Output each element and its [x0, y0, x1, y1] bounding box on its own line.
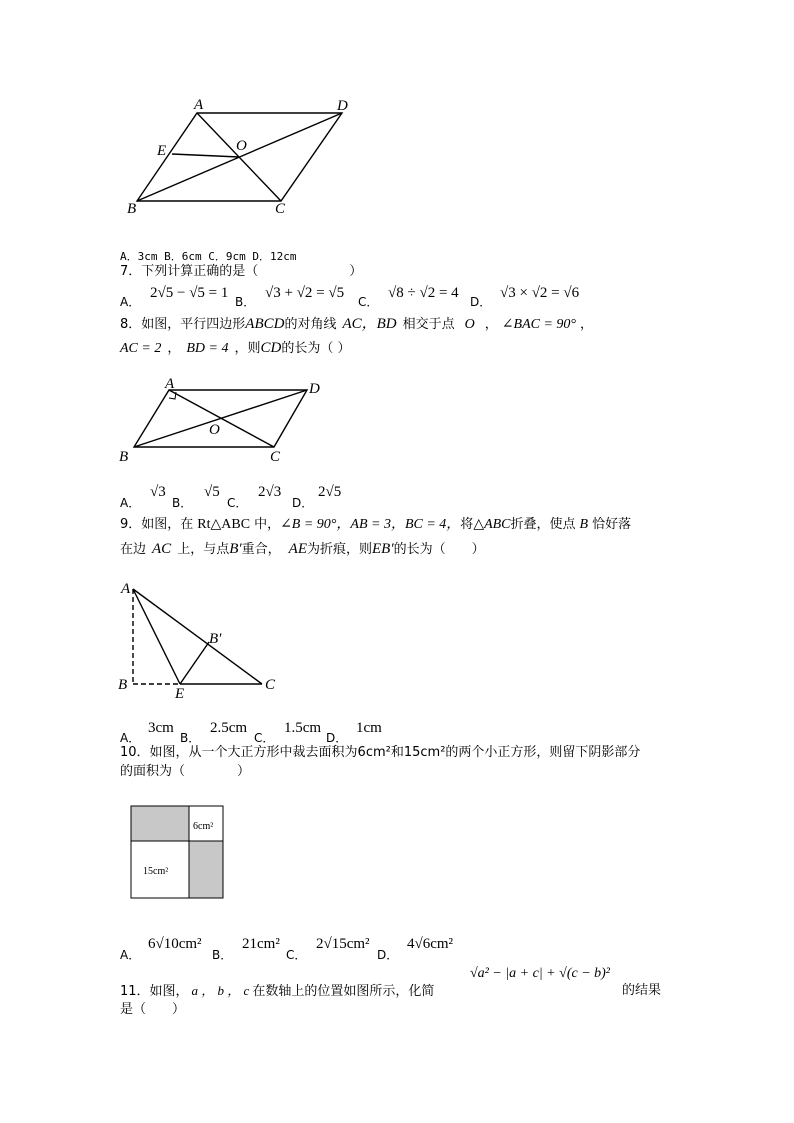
q7-opt-a-expr: 2√5 − √5 = 1 — [150, 285, 229, 301]
q9-opt-b-expr: 2.5cm — [210, 720, 248, 736]
label-B: B — [127, 201, 137, 217]
q8-math-bd4: BD = 4 — [186, 341, 229, 356]
q7-stem: 7．下列计算正确的是（ ） — [120, 264, 363, 279]
label-6cm2: 6cm² — [193, 821, 214, 832]
q11-text-b: 在数轴上的位置如图所示，化简 — [252, 984, 435, 999]
q10-opt-c-letter: C． — [286, 948, 307, 962]
q11-math-vars: a ， b ， c — [191, 983, 250, 998]
q8-math-angle: ∠BAC = 90° — [501, 317, 577, 332]
q8-line1 — [120, 316, 680, 336]
q9-text-a: 9．如图，在 — [120, 517, 194, 532]
q7-opt-d-letter: D． — [470, 295, 492, 309]
q9-text-d: 折叠，使点 — [510, 517, 576, 532]
q10-options — [120, 936, 580, 962]
label-15cm2: 15cm² — [143, 866, 169, 877]
label-C: C — [265, 677, 276, 693]
q8-text-g: ，则 — [234, 341, 261, 356]
q8-math-abcd: ABCD — [245, 316, 285, 332]
q8-text-b: 的对角线 — [284, 317, 337, 332]
label-Bprime: B′ — [209, 631, 222, 647]
q8-opt-a-letter: A． — [120, 496, 141, 510]
q9-math-tri: △ABC — [473, 517, 511, 532]
q8-text-c: 相交于点 — [402, 317, 455, 332]
q9-line2 — [120, 541, 680, 561]
q9-line1 — [120, 517, 680, 537]
q9-math-ebp: EB′ — [372, 541, 394, 557]
q9-math-b: B — [579, 517, 589, 532]
q9-math-cond: ∠B = 90°，AB = 3，BC = 4， — [280, 517, 461, 532]
q8-opt-c-letter: C． — [227, 496, 248, 510]
q9-opt-c-expr: 1.5cm — [284, 720, 322, 736]
q9-text-c: 将 — [460, 517, 474, 532]
q10-line1: 10．如图，从一个大正方形中裁去面积为6cm²和15cm²的两个小正方形，则留下阴影部分 — [120, 745, 641, 760]
q8-math-ac-bd: AC，BD — [342, 316, 397, 332]
q9-opt-c-letter: C． — [254, 731, 275, 745]
q8-line2 — [120, 340, 680, 360]
label-O: O — [209, 422, 220, 438]
figure-squares — [130, 805, 226, 900]
q9-math-bp: B′ — [229, 541, 242, 557]
q11-expression: √a² − |a + c| + √(c − b)² — [470, 966, 610, 981]
q7-opt-b-letter: B． — [235, 295, 256, 309]
q10-opt-d-expr: 4√6cm² — [407, 936, 454, 952]
q9-opt-b-letter: B． — [180, 731, 201, 745]
q8-opt-b-letter: B． — [172, 496, 193, 510]
figure-parallelogram-1 — [120, 95, 370, 220]
q9-math-ae: AE — [288, 541, 307, 557]
q10-opt-b-expr: 21cm² — [242, 936, 280, 952]
label-D: D — [309, 381, 320, 397]
q6-options: A．3cm B．6cm C．9cm D．12cm — [120, 250, 297, 263]
q9-text-e: 恰好落 — [592, 517, 632, 532]
q11-text-c: 的结果 — [622, 983, 662, 998]
q8-math-ac2: AC = 2 — [120, 341, 162, 356]
q8-text-e: ， — [580, 317, 594, 332]
q10-opt-a-letter: A． — [120, 948, 141, 962]
q8-opt-c-expr: 2√3 — [258, 484, 282, 500]
label-C: C — [270, 449, 281, 465]
q10-opt-d-letter: D． — [377, 948, 399, 962]
q8-text-f: ， — [167, 341, 181, 356]
q9-opt-a-expr: 3cm — [148, 720, 174, 736]
q9-opt-a-letter: A． — [120, 731, 141, 745]
q9-math-ac: AC — [152, 541, 172, 557]
q7-opt-c-expr: √8 ÷ √2 = 4 — [388, 285, 459, 301]
q7-opt-c-letter: C． — [358, 295, 379, 309]
q11-line2: 是（ ） — [120, 1002, 186, 1017]
q9-text-f: 在边 — [120, 542, 147, 557]
q7-opt-b-expr: √3 + √2 = √5 — [265, 285, 345, 301]
q8-text-a: 8．如图，平行四边形 — [120, 317, 246, 332]
q10-opt-c-expr: 2√15cm² — [316, 936, 370, 952]
q7-opt-a-letter: A． — [120, 295, 141, 309]
q8-opt-a-expr: √3 — [150, 484, 166, 500]
figure-parallelogram-2 — [112, 372, 342, 467]
label-D: D — [337, 98, 348, 114]
q9-opt-d-letter: D． — [326, 731, 348, 745]
label-O: O — [236, 138, 247, 154]
label-E: E — [175, 686, 185, 700]
q9-math-rt: Rt△ABC — [197, 517, 251, 532]
q8-opt-b-expr: √5 — [204, 484, 220, 500]
q9-text-h: 重合， — [241, 542, 281, 557]
label-A: A — [194, 97, 204, 113]
q8-options — [120, 484, 520, 510]
q9-text-i: 为折痕，则 — [307, 542, 373, 557]
label-B: B — [119, 449, 129, 465]
label-A: A — [165, 376, 175, 392]
q8-math-o: O — [464, 317, 475, 332]
q11-line1 — [120, 983, 680, 1003]
q8-opt-d-letter: D． — [292, 496, 314, 510]
q11-text-a: 11．如图， — [120, 984, 189, 999]
q9-opt-d-expr: 1cm — [356, 720, 382, 736]
q9-text-g: 上，与点 — [177, 542, 230, 557]
q8-opt-d-expr: 2√5 — [318, 484, 342, 500]
q9-text-j: 的长为（ ） — [393, 542, 485, 557]
q8-text-d: ， — [484, 317, 498, 332]
label-E: E — [157, 143, 167, 159]
q8-math-cd: CD — [260, 340, 282, 356]
q7-opt-d-expr: √3 × √2 = √6 — [500, 285, 580, 301]
q10-line2: 的面积为（ ） — [120, 764, 251, 779]
q10-opt-a-expr: 6√10cm² — [148, 936, 202, 952]
q8-text-h: 的长为（ ） — [281, 341, 351, 356]
label-C: C — [275, 201, 286, 217]
q9-options — [120, 720, 520, 745]
q7-options — [120, 285, 720, 307]
label-A: A — [121, 581, 131, 597]
figure-folded-triangle — [112, 575, 292, 700]
q9-text-b: 中， — [254, 517, 281, 532]
label-B: B — [118, 677, 128, 693]
q10-opt-b-letter: B． — [212, 948, 233, 962]
